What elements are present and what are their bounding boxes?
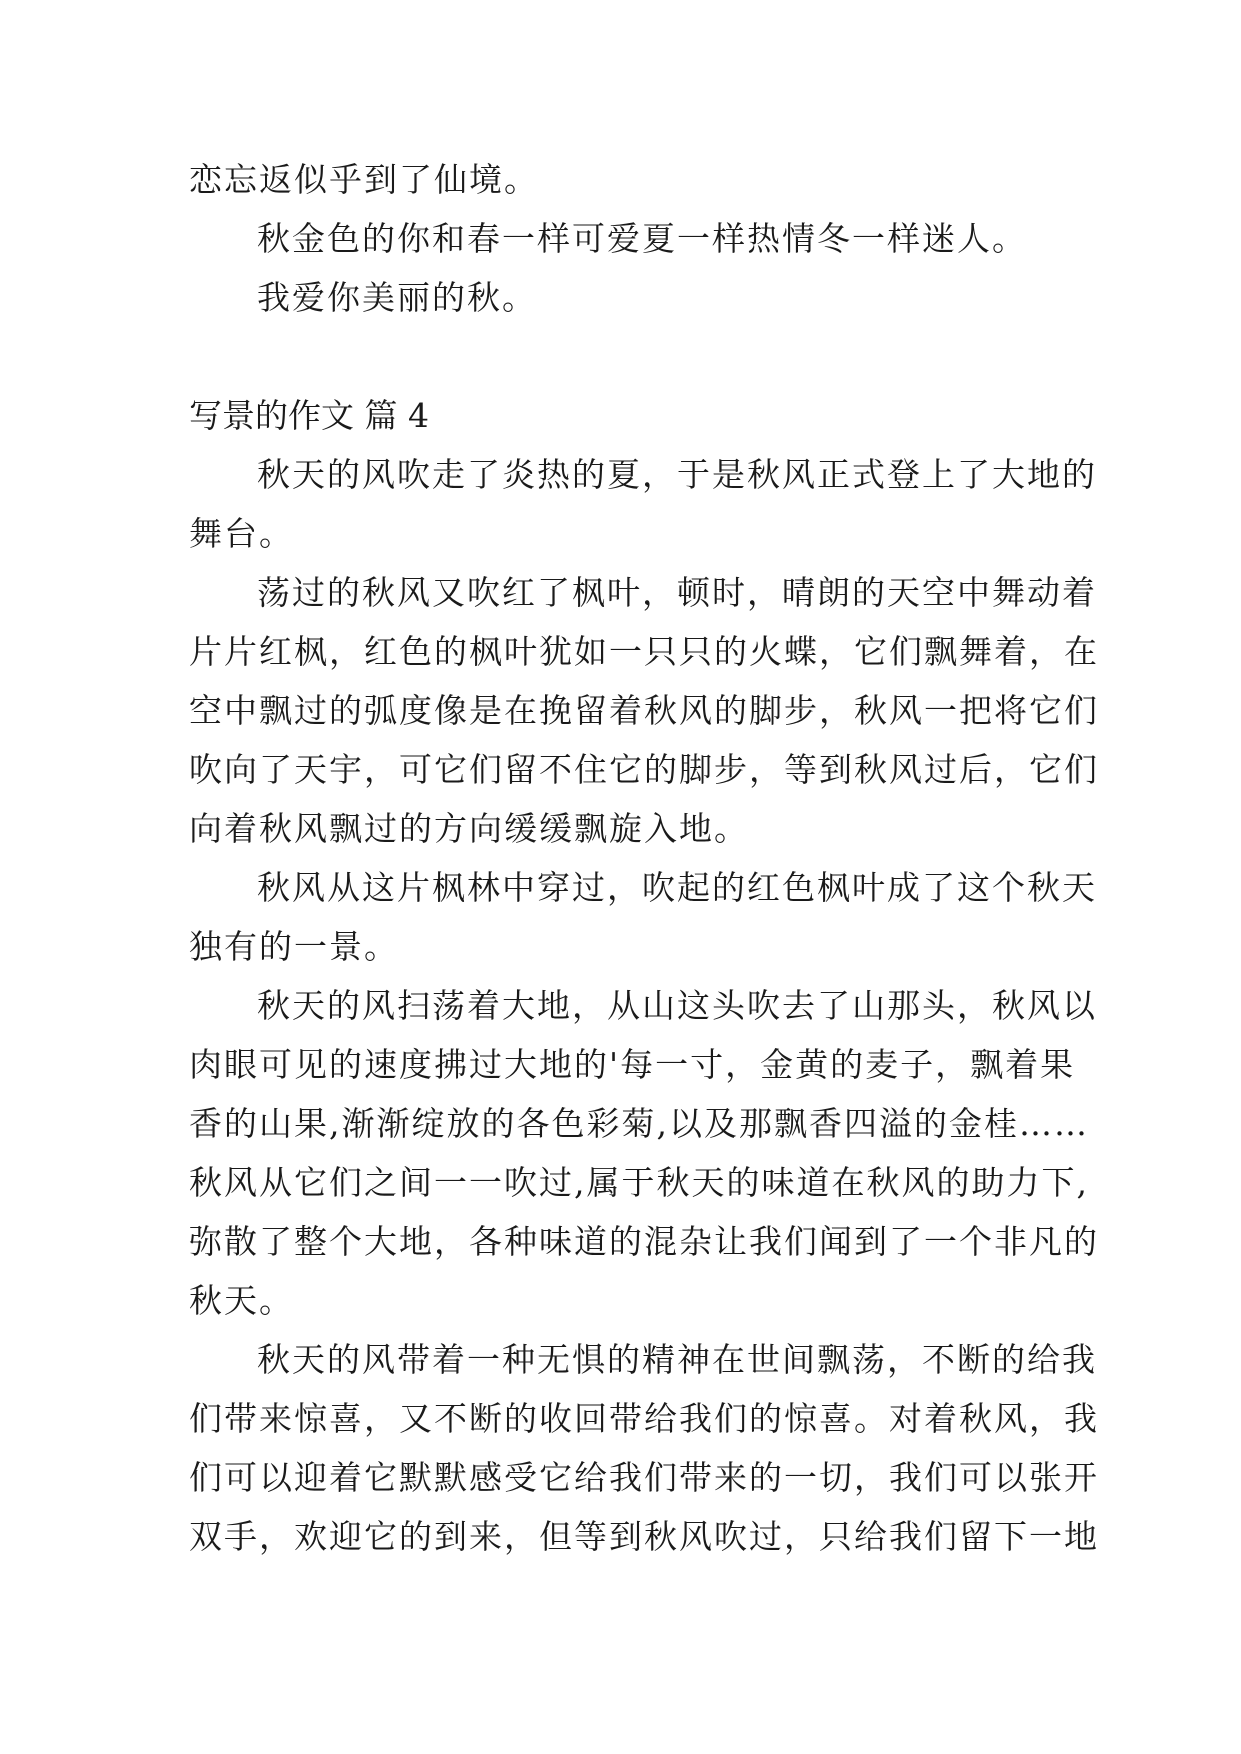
paragraph-line: 空中飘过的弧度像是在挽留着秋风的脚步，秋风一把将它们 xyxy=(189,691,1099,730)
section-spacer xyxy=(189,327,1051,386)
paragraph-line: 向着秋风飘过的方向缓缓飘旋入地。 xyxy=(189,809,749,848)
paragraph-line: 吹向了天宇，可它们留不住它的脚步，等到秋风过后，它们 xyxy=(189,750,1099,789)
paragraph-line: 舞台。 xyxy=(189,514,294,553)
paragraph-line: 秋天的风带着一种无惧的精神在世间飘荡，不断的给我 xyxy=(257,1340,1097,1379)
paragraph-line: 香的山果,渐渐绽放的各色彩菊,以及那飘香四溢的金桂…… xyxy=(189,1104,1089,1143)
paragraph-line: 秋金色的你和春一样可爱夏一样热情冬一样迷人。 xyxy=(257,219,1027,258)
paragraph-line: 秋天的风吹走了炎热的夏，于是秋风正式登上了大地的 xyxy=(257,455,1097,494)
paragraph-line: 我爱你美丽的秋。 xyxy=(257,278,537,317)
paragraph-line: 秋风从这片枫林中穿过，吹起的红色枫叶成了这个秋天 xyxy=(257,868,1097,907)
paragraph-line: 秋天。 xyxy=(189,1281,294,1320)
paragraph-line: 荡过的秋风又吹红了枫叶，顿时，晴朗的天空中舞动着 xyxy=(257,573,1097,612)
paragraph-line: 弥散了整个大地，各种味道的混杂让我们闻到了一个非凡的 xyxy=(189,1222,1099,1261)
paragraph-line: 独有的一景。 xyxy=(189,927,399,966)
paragraph-line: 秋风从它们之间一一吹过,属于秋天的味道在秋风的助力下, xyxy=(189,1163,1089,1202)
document-body xyxy=(189,150,1099,1566)
text-line: 恋忘返似乎到了仙境。 xyxy=(189,160,539,199)
paragraph-line: 肉眼可见的速度拂过大地的'每一寸，金黄的麦子，飘着果 xyxy=(189,1045,1076,1084)
paragraph-line: 们可以迎着它默默感受它给我们带来的一切，我们可以张开 xyxy=(189,1458,1099,1497)
section-title: 写景的作文 篇 4 xyxy=(189,396,429,435)
paragraph-line: 秋天的风扫荡着大地，从山这头吹去了山那头，秋风以 xyxy=(257,986,1097,1025)
paragraph-line: 双手，欢迎它的到来，但等到秋风吹过，只给我们留下一地 xyxy=(189,1517,1099,1556)
paragraph-line: 片片红枫，红色的枫叶犹如一只只的火蝶，它们飘舞着，在 xyxy=(189,632,1099,671)
paragraph-line: 们带来惊喜，又不断的收回带给我们的惊喜。对着秋风，我 xyxy=(189,1399,1099,1438)
